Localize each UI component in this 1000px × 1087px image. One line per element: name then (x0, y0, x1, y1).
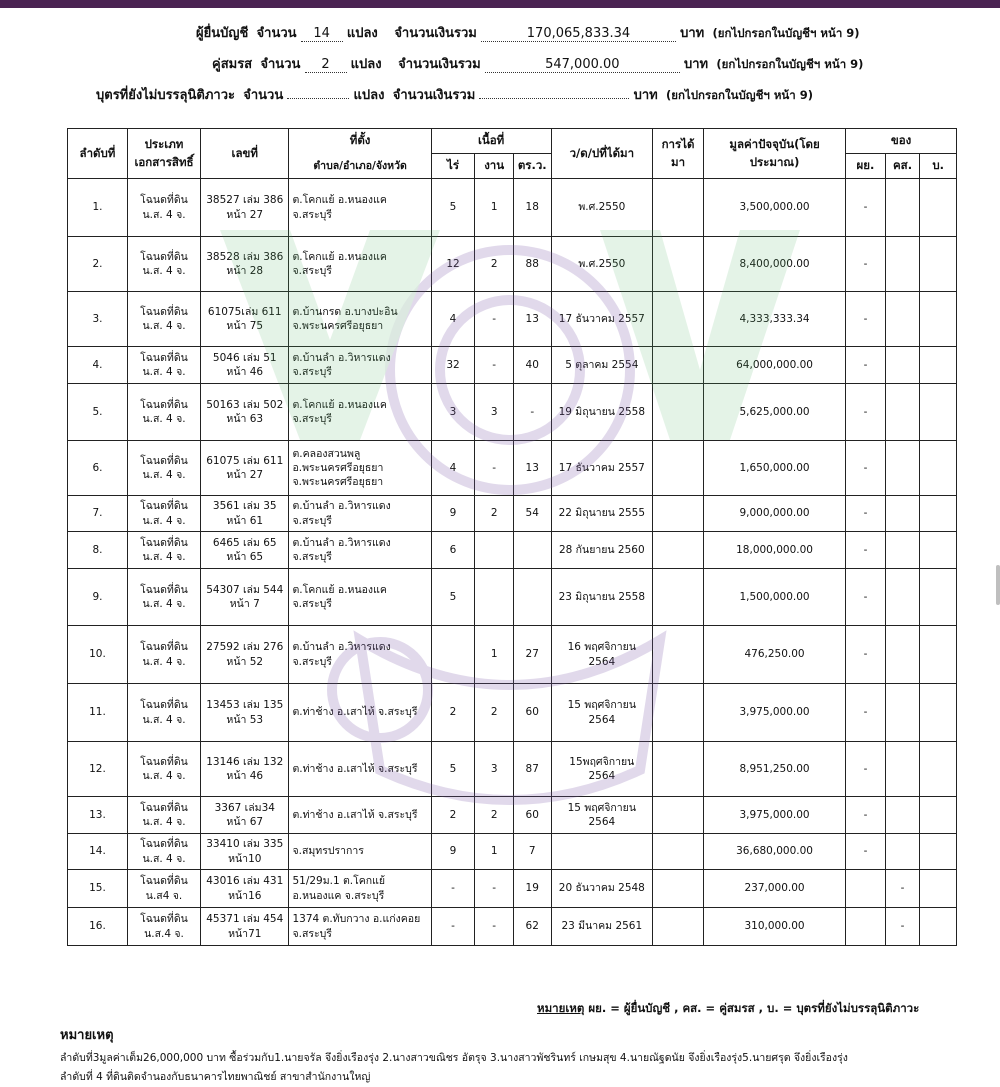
row-doc-type: โฉนดที่ดิน น.ส. 4 จ. (127, 626, 200, 684)
row-doc-no: 61075 เล่ม 611 หน้า 27 (201, 441, 289, 496)
table-row (68, 347, 957, 384)
table-row (68, 292, 957, 347)
row-value: 4,333,333.34 (703, 292, 845, 347)
row-ngan: - (475, 292, 514, 347)
row-value: 3,975,000.00 (703, 684, 845, 742)
table-row (68, 179, 957, 237)
header-area: เนื้อที่ (431, 129, 551, 154)
row-owner-declarant: - (846, 496, 886, 532)
row-date: พ.ศ.2550 (551, 179, 653, 237)
row-ngan: - (475, 347, 514, 384)
header-value: มูลค่าปัจจุบัน(โดยประมาณ) (703, 129, 845, 179)
row-location: ต.โคกแย้ อ.หนองแค จ.สระบุรี (289, 237, 431, 292)
row-wa: 62 (513, 908, 551, 946)
table-row (68, 626, 957, 684)
row-rai: 9 (431, 834, 475, 870)
row-ngan: 1 (475, 179, 514, 237)
row-owner-minor (920, 834, 957, 870)
row-owner-spouse (885, 292, 920, 347)
row-no: 5. (68, 384, 128, 441)
row-owner-declarant (846, 870, 886, 908)
row-location: ต.คลองสวนพลู อ.พระนครศรีอยุธยา จ.พระนครศรีอยุธยา (289, 441, 431, 496)
row-owner-minor (920, 441, 957, 496)
row-value: 9,000,000.00 (703, 496, 845, 532)
row-rai: 6 (431, 532, 475, 569)
row-owner-minor (920, 532, 957, 569)
row-doc-no: 3561 เล่ม 35 หน้า 61 (201, 496, 289, 532)
row-owner-spouse (885, 532, 920, 569)
row-acquire (653, 834, 704, 870)
row-owner-minor (920, 626, 957, 684)
row-no: 9. (68, 569, 128, 626)
row-date: 15พฤศจิกายน 2564 (551, 742, 653, 797)
row-owner-spouse (885, 834, 920, 870)
row-location: ต.บ้านลำ อ.วิหารแดง จ.สระบุรี (289, 496, 431, 532)
row-owner-minor (920, 797, 957, 834)
header-date: ว/ด/ปที่ได้มา (551, 129, 653, 179)
table-row (68, 834, 957, 870)
row-value: 3,975,000.00 (703, 797, 845, 834)
row-doc-type: โฉนดที่ดิน น.ส. 4 จ. (127, 496, 200, 532)
row-rai: 9 (431, 496, 475, 532)
row-doc-type: โฉนดที่ดิน น.ส. 4 จ. (127, 684, 200, 742)
row-acquire (653, 870, 704, 908)
row-location: ต.โคกแย้ อ.หนองแค จ.สระบุรี (289, 569, 431, 626)
row-doc-no: 27592 เล่ม 276 หน้า 52 (201, 626, 289, 684)
row-acquire (653, 532, 704, 569)
row-date: 23 มีนาคม 2561 (551, 908, 653, 946)
row-acquire (653, 626, 704, 684)
note-line-1: ลำดับที่3มูลค่าเต็ม26,000,000 บาท ซื้อร่วมกับ1.นายจรัล จึงยิ่งเรืองรุ่ง 2.นางสาวขณิชร อัตรุจ 3.นางสาวพัชรินทร์ เกษมสุข 4.นายณัฐดนัย จึงยิ่งเรืองรุ่ง5.นายศรุต จึงยิ่งเรืองรุ่ง (60, 1052, 848, 1064)
header-doc-no: เลขที่ (201, 129, 289, 179)
row-owner-minor (920, 292, 957, 347)
spouse-label: คู่สมรส (212, 57, 253, 72)
legend (537, 1000, 919, 1018)
minor-label: บุตรที่ยังไม่บรรลุนิติภาวะ (96, 88, 235, 103)
row-owner-declarant: - (846, 797, 886, 834)
row-no: 2. (68, 237, 128, 292)
row-acquire (653, 347, 704, 384)
row-owner-minor (920, 742, 957, 797)
row-location: 1374 ต.ทับกวาง อ.แก่งคอย จ.สระบุรี (289, 908, 431, 946)
row-owner-declarant: - (846, 626, 886, 684)
row-acquire (653, 684, 704, 742)
row-date: 5 ตุลาคม 2554 (551, 347, 653, 384)
row-wa: 27 (513, 626, 551, 684)
row-owner-declarant: - (846, 684, 886, 742)
table-row (68, 908, 957, 946)
row-rai: 5 (431, 179, 475, 237)
row-no: 8. (68, 532, 128, 569)
header-owner-declarant: ผย. (846, 154, 886, 179)
row-wa: 87 (513, 742, 551, 797)
summary-declarant: ผู้ยื่นบัญชี จำนวน 14 แปลง จำนวนเงินรวม 170,065,833.34 บาท (ยกไปกรอกในบัญชีฯ หน้า 9) (196, 26, 860, 41)
row-doc-type: โฉนดที่ดิน น.ส. 4 จ. (127, 742, 200, 797)
header-wa: ตร.ว. (513, 154, 551, 179)
row-owner-minor (920, 347, 957, 384)
row-date (551, 834, 653, 870)
header-rai: ไร่ (431, 154, 475, 179)
row-rai: 32 (431, 347, 475, 384)
row-acquire (653, 441, 704, 496)
row-no: 15. (68, 870, 128, 908)
row-doc-no: 38527 เล่ม 386 หน้า 27 (201, 179, 289, 237)
row-doc-type: โฉนดที่ดิน น.ส.4 จ. (127, 908, 200, 946)
row-owner-minor (920, 384, 957, 441)
row-no: 11. (68, 684, 128, 742)
row-location: ต.โคกแย้ อ.หนองแค จ.สระบุรี (289, 179, 431, 237)
table-row (68, 870, 957, 908)
row-owner-spouse (885, 384, 920, 441)
row-doc-type: โฉนดที่ดิน น.ส. 4 จ. (127, 237, 200, 292)
row-doc-no: 33410 เล่ม 335 หน้า10 (201, 834, 289, 870)
row-date: 22 มิถุนายน 2555 (551, 496, 653, 532)
row-owner-declarant: - (846, 569, 886, 626)
row-value: 1,500,000.00 (703, 569, 845, 626)
row-owner-spouse (885, 179, 920, 237)
row-doc-no: 61075เล่ม 611 หน้า 75 (201, 292, 289, 347)
row-no: 6. (68, 441, 128, 496)
row-value: 5,625,000.00 (703, 384, 845, 441)
row-no: 13. (68, 797, 128, 834)
row-wa: 88 (513, 237, 551, 292)
header-no: ลำดับที่ (68, 129, 128, 179)
row-location: ต.บ้านกรด อ.บางปะอิน จ.พระนครศรีอยุธยา (289, 292, 431, 347)
row-doc-no: 6465 เล่ม 65 หน้า 65 (201, 532, 289, 569)
row-value: 237,000.00 (703, 870, 845, 908)
row-doc-type: โฉนดที่ดิน น.ส. 4 จ. (127, 347, 200, 384)
row-value: 1,650,000.00 (703, 441, 845, 496)
row-owner-minor (920, 179, 957, 237)
row-ngan: 2 (475, 237, 514, 292)
land-assets-table (67, 128, 957, 946)
row-owner-declarant: - (846, 347, 886, 384)
table-row (68, 797, 957, 834)
row-wa: 54 (513, 496, 551, 532)
row-date: 28 กันยายน 2560 (551, 532, 653, 569)
row-rai: 4 (431, 441, 475, 496)
row-date: 23 มิถุนายน 2558 (551, 569, 653, 626)
row-doc-no: 5046 เล่ม 51 หน้า 46 (201, 347, 289, 384)
row-owner-declarant: - (846, 179, 886, 237)
row-no: 1. (68, 179, 128, 237)
row-ngan (475, 569, 514, 626)
row-no: 4. (68, 347, 128, 384)
row-acquire (653, 569, 704, 626)
row-acquire (653, 237, 704, 292)
row-doc-no: 43016 เล่ม 431 หน้า16 (201, 870, 289, 908)
row-owner-spouse (885, 441, 920, 496)
row-ngan (475, 532, 514, 569)
row-value: 18,000,000.00 (703, 532, 845, 569)
row-owner-spouse (885, 797, 920, 834)
row-date: พ.ศ.2550 (551, 237, 653, 292)
row-doc-no: 3367 เล่ม34 หน้า 67 (201, 797, 289, 834)
row-acquire (653, 496, 704, 532)
row-date: 17 ธันวาคม 2557 (551, 441, 653, 496)
table-row (68, 569, 957, 626)
row-ngan: 2 (475, 797, 514, 834)
row-no: 7. (68, 496, 128, 532)
row-ngan: - (475, 870, 514, 908)
row-doc-type: โฉนดที่ดิน น.ส. 4 จ. (127, 441, 200, 496)
row-wa: 13 (513, 292, 551, 347)
row-doc-no: 50163 เล่ม 502 หน้า 63 (201, 384, 289, 441)
row-location: 51/29ม.1 ต.โคกแย้ อ.หนองแค จ.สระบุรี (289, 870, 431, 908)
row-owner-minor (920, 237, 957, 292)
row-ngan: 1 (475, 834, 514, 870)
row-date: 16 พฤศจิกายน 2564 (551, 626, 653, 684)
row-owner-minor (920, 684, 957, 742)
row-acquire (653, 908, 704, 946)
row-ngan: 2 (475, 684, 514, 742)
top-window-bar (0, 0, 1000, 8)
spouse-amount: 547,000.00 (485, 57, 680, 73)
row-owner-spouse (885, 569, 920, 626)
row-owner-spouse (885, 347, 920, 384)
row-wa: 60 (513, 684, 551, 742)
row-doc-type: โฉนดที่ดิน น.ส. 4 จ. (127, 179, 200, 237)
row-rai: 5 (431, 569, 475, 626)
row-ngan: 1 (475, 626, 514, 684)
row-rai: 2 (431, 684, 475, 742)
row-wa: 13 (513, 441, 551, 496)
row-doc-type: โฉนดที่ดิน น.ส4 จ. (127, 870, 200, 908)
row-location: ต.บ้านลำ อ.วิหารแดง จ.สระบุรี (289, 626, 431, 684)
row-location: ต.ท่าช้าง อ.เสาไห้ จ.สระบุรี (289, 797, 431, 834)
row-value: 8,951,250.00 (703, 742, 845, 797)
row-owner-declarant: - (846, 441, 886, 496)
row-doc-type: โฉนดที่ดิน น.ส. 4 จ. (127, 384, 200, 441)
row-location: จ.สมุทรปราการ (289, 834, 431, 870)
row-ngan: - (475, 908, 514, 946)
row-doc-type: โฉนดที่ดิน น.ส. 4 จ. (127, 569, 200, 626)
row-value: 36,680,000.00 (703, 834, 845, 870)
row-owner-minor (920, 496, 957, 532)
legend-label: หมายเหตุ (537, 1001, 585, 1015)
row-wa: 18 (513, 179, 551, 237)
row-acquire (653, 292, 704, 347)
row-no: 3. (68, 292, 128, 347)
row-acquire (653, 384, 704, 441)
row-doc-type: โฉนดที่ดิน น.ส. 4 จ. (127, 532, 200, 569)
row-rai: 5 (431, 742, 475, 797)
row-owner-spouse (885, 237, 920, 292)
table-row (68, 684, 957, 742)
row-no: 10. (68, 626, 128, 684)
row-no: 16. (68, 908, 128, 946)
row-rai: 3 (431, 384, 475, 441)
spouse-count: 2 (305, 57, 347, 73)
table-row (68, 532, 957, 569)
row-ngan: 2 (475, 496, 514, 532)
row-acquire (653, 179, 704, 237)
row-location: ต.ท่าช้าง อ.เสาไห้ จ.สระบุรี (289, 684, 431, 742)
row-owner-declarant: - (846, 292, 886, 347)
row-doc-no: 54307 เล่ม 544 หน้า 7 (201, 569, 289, 626)
row-doc-type: โฉนดที่ดิน น.ส. 4 จ. (127, 797, 200, 834)
row-value: 64,000,000.00 (703, 347, 845, 384)
row-location: ต.บ้านลำ อ.วิหารแดง จ.สระบุรี (289, 532, 431, 569)
row-ngan: - (475, 441, 514, 496)
table-row (68, 742, 957, 797)
note-line-2: ลำดับที่ 4 ที่ดินติดจำนองกับธนาคารไทยพาณิชย์ สาขาสำนักงานใหญ่ (60, 1071, 371, 1083)
row-date: 19 มิถุนายน 2558 (551, 384, 653, 441)
row-doc-no: 38528 เล่ม 386 หน้า 28 (201, 237, 289, 292)
header-owner: ของ (846, 129, 957, 154)
row-wa: 60 (513, 797, 551, 834)
row-doc-no: 13146 เล่ม 132 หน้า 46 (201, 742, 289, 797)
header-location-sub: ตำบล/อำเภอ/จังหวัด (289, 154, 431, 179)
row-location: ต.โคกแย้ อ.หนองแค จ.สระบุรี (289, 384, 431, 441)
row-owner-spouse (885, 684, 920, 742)
row-no: 14. (68, 834, 128, 870)
row-date: 17 ธันวาคม 2557 (551, 292, 653, 347)
row-location: ต.บ้านลำ อ.วิหารแดง จ.สระบุรี (289, 347, 431, 384)
row-doc-no: 45371 เล่ม 454 หน้า71 (201, 908, 289, 946)
table-row (68, 384, 957, 441)
row-rai: - (431, 870, 475, 908)
row-owner-spouse (885, 742, 920, 797)
row-owner-declarant: - (846, 742, 886, 797)
row-wa (513, 532, 551, 569)
declarant-amount: 170,065,833.34 (481, 26, 676, 42)
row-no: 12. (68, 742, 128, 797)
row-value: 310,000.00 (703, 908, 845, 946)
row-wa: 7 (513, 834, 551, 870)
legend-text: ผย. = ผู้ยื่นบัญชี , คส. = คู่สมรส , บ. = บุตรที่ยังไม่บรรลุนิติภาวะ (588, 1001, 920, 1015)
row-doc-no: 13453 เล่ม 135 หน้า 53 (201, 684, 289, 742)
row-rai: 2 (431, 797, 475, 834)
header-acquire: การได้มา (653, 129, 704, 179)
row-wa: - (513, 384, 551, 441)
table-row (68, 496, 957, 532)
row-date: 20 ธันวาคม 2548 (551, 870, 653, 908)
row-location: ต.ท่าช้าง อ.เสาไห้ จ.สระบุรี (289, 742, 431, 797)
row-date: 15 พฤศจิกายน 2564 (551, 684, 653, 742)
notes-title: หมายเหตุ (60, 1028, 114, 1043)
table-row (68, 441, 957, 496)
row-owner-spouse (885, 626, 920, 684)
row-owner-minor (920, 870, 957, 908)
header-doc-type: ประเภทเอกสารสิทธิ์ (127, 129, 200, 179)
header-owner-minor: บ. (920, 154, 957, 179)
row-rai: 12 (431, 237, 475, 292)
row-owner-declarant: - (846, 384, 886, 441)
minor-count (287, 98, 349, 99)
row-value: 8,400,000.00 (703, 237, 845, 292)
row-owner-spouse: - (885, 870, 920, 908)
header-owner-spouse: คส. (885, 154, 920, 179)
row-owner-spouse: - (885, 908, 920, 946)
minor-amount (479, 98, 629, 99)
declarant-count: 14 (301, 26, 343, 42)
summary-spouse: คู่สมรส จำนวน 2 แปลง จำนวนเงินรวม 547,000.00 บาท (ยกไปกรอกในบัญชีฯ หน้า 9) (212, 57, 864, 72)
row-wa: 40 (513, 347, 551, 384)
row-rai (431, 626, 475, 684)
row-doc-type: โฉนดที่ดิน น.ส. 4 จ. (127, 292, 200, 347)
row-owner-declarant: - (846, 237, 886, 292)
row-acquire (653, 797, 704, 834)
scrollbar-thumb[interactable] (996, 565, 1000, 605)
table-row (68, 237, 957, 292)
row-rai: 4 (431, 292, 475, 347)
row-rai: - (431, 908, 475, 946)
row-owner-declarant: - (846, 834, 886, 870)
row-ngan: 3 (475, 742, 514, 797)
row-value: 476,250.00 (703, 626, 845, 684)
header-location: ที่ตั้ง (289, 129, 431, 154)
row-owner-minor (920, 908, 957, 946)
summary-minor: บุตรที่ยังไม่บรรลุนิติภาวะ จำนวน แปลง จำนวนเงินรวม บาท (ยกไปกรอกในบัญชีฯ หน้า 9) (96, 88, 814, 103)
row-wa: 19 (513, 870, 551, 908)
row-owner-spouse (885, 496, 920, 532)
declarant-label: ผู้ยื่นบัญชี (196, 26, 249, 41)
row-owner-declarant: - (846, 532, 886, 569)
row-date: 15 พฤศจิกายน 2564 (551, 797, 653, 834)
row-value: 3,500,000.00 (703, 179, 845, 237)
row-owner-minor (920, 569, 957, 626)
header-ngan: งาน (475, 154, 514, 179)
row-doc-type: โฉนดที่ดิน น.ส. 4 จ. (127, 834, 200, 870)
row-acquire (653, 742, 704, 797)
row-ngan: 3 (475, 384, 514, 441)
row-owner-declarant (846, 908, 886, 946)
row-wa (513, 569, 551, 626)
